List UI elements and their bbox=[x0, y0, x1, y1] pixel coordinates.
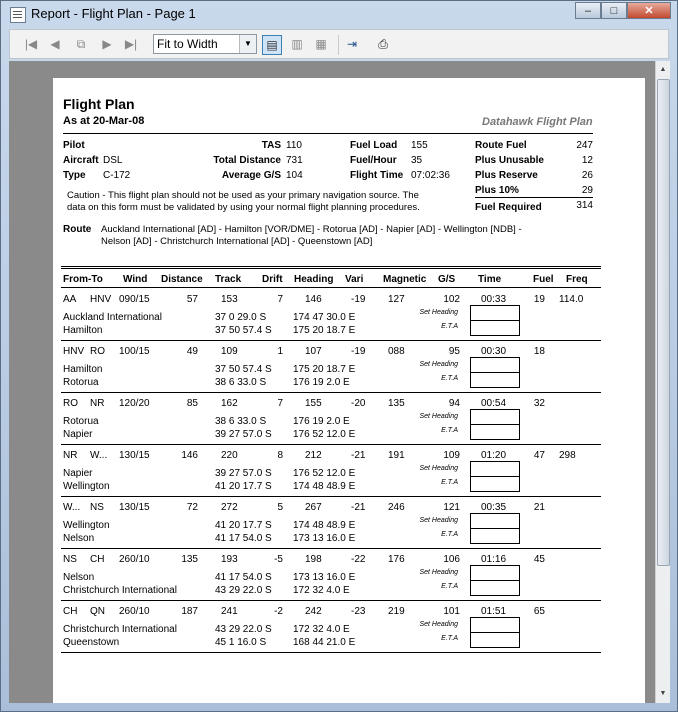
leg-gs: 94 bbox=[448, 398, 460, 409]
page-title: Flight Plan bbox=[63, 96, 135, 112]
minimize-button[interactable]: – bbox=[575, 2, 601, 19]
leg-fuel: 32 bbox=[533, 398, 545, 409]
leg-to-name: Rotorua bbox=[63, 377, 99, 388]
leg-lon1: 172 32 4.0 E bbox=[293, 624, 350, 635]
leg-to: NR bbox=[90, 398, 105, 409]
leg-lat2: 41 17 54.0 S bbox=[215, 533, 272, 544]
leg-from-name: Wellington bbox=[63, 520, 110, 531]
leg-to: HNV bbox=[90, 294, 112, 305]
leg-fuel: 65 bbox=[533, 606, 545, 617]
leg-lon2: 173 13 16.0 E bbox=[293, 533, 356, 544]
leg-lat1: 39 27 57.0 S bbox=[215, 468, 272, 479]
leg-fuel: 45 bbox=[533, 554, 545, 565]
page-preview-area[interactable] bbox=[9, 61, 655, 703]
plus-unusable-value: 12 bbox=[581, 155, 593, 166]
eta-label: E.T.A bbox=[441, 427, 458, 434]
maximize-button[interactable]: □ bbox=[601, 2, 627, 19]
set-heading-box[interactable] bbox=[470, 617, 520, 633]
header-gs: G/S bbox=[438, 274, 456, 285]
plus-unusable-label: Plus Unusable bbox=[475, 155, 544, 166]
header-from-to: From-To bbox=[63, 274, 103, 285]
fuel-required-value: 314 bbox=[576, 200, 593, 211]
set-heading-box[interactable] bbox=[470, 565, 520, 581]
leg-lat1: 41 20 17.7 S bbox=[215, 520, 272, 531]
leg-track: 193 bbox=[221, 554, 238, 565]
set-heading-label: Set Heading bbox=[419, 413, 458, 420]
leg-from: NS bbox=[63, 554, 77, 565]
leg-lon2: 176 52 12.0 E bbox=[293, 429, 356, 440]
set-heading-box[interactable] bbox=[470, 305, 520, 321]
route-label: Route bbox=[63, 224, 92, 235]
leg-lon1: 174 48 48.9 E bbox=[293, 520, 356, 531]
leg-lat1: 37 50 57.4 S bbox=[215, 364, 272, 375]
report-app-icon bbox=[10, 7, 26, 23]
leg-lat1: 41 17 54.0 S bbox=[215, 572, 272, 583]
eta-label: E.T.A bbox=[441, 635, 458, 642]
plus-10-label: Plus 10% bbox=[475, 185, 519, 196]
row-divider bbox=[61, 444, 601, 445]
leg-lon1: 176 52 12.0 E bbox=[293, 468, 356, 479]
leg-wind: 130/15 bbox=[119, 502, 150, 513]
leg-lat2: 45 1 16.0 S bbox=[215, 637, 267, 648]
leg-heading: 107 bbox=[305, 346, 322, 357]
header-track: Track bbox=[215, 274, 242, 285]
leg-gs: 121 bbox=[443, 502, 460, 513]
leg-from-name: Hamilton bbox=[63, 364, 103, 375]
leg-lon1: 174 47 30.0 E bbox=[293, 312, 356, 323]
fuel-load-value: 155 bbox=[411, 140, 428, 151]
preview-toolbar bbox=[9, 29, 669, 59]
leg-lon1: 175 20 18.7 E bbox=[293, 364, 356, 375]
leg-gs: 95 bbox=[448, 346, 460, 357]
two-page-icon[interactable]: ▥ bbox=[291, 37, 303, 51]
leg-from-name: Auckland International bbox=[63, 312, 162, 323]
leg-gs: 106 bbox=[443, 554, 460, 565]
leg-drift: 7 bbox=[277, 398, 283, 409]
leg-lat2: 41 20 17.7 S bbox=[215, 481, 272, 492]
leg-to-name: Christchurch International bbox=[63, 585, 177, 596]
leg-track: 241 bbox=[221, 606, 238, 617]
set-heading-box[interactable] bbox=[470, 461, 520, 477]
report-date: As at 20-Mar-08 bbox=[63, 115, 145, 127]
leg-dist: 57 bbox=[186, 294, 198, 305]
leg-heading: 212 bbox=[305, 450, 322, 461]
leg-vari: -21 bbox=[351, 450, 366, 461]
leg-vari: -20 bbox=[351, 398, 366, 409]
header-vari: Vari bbox=[345, 274, 364, 285]
leg-time: 00:35 bbox=[481, 502, 507, 513]
leg-lat1: 37 0 29.0 S bbox=[215, 312, 267, 323]
route-line-2: Nelson [AD] - Christchurch International [AD] - Queenstown [AD] bbox=[101, 236, 373, 247]
pilot-label: Pilot bbox=[63, 140, 85, 151]
plus-reserve-value: 26 bbox=[581, 170, 593, 181]
scroll-down-icon[interactable]: ▼ bbox=[659, 690, 667, 697]
leg-freq: 298 bbox=[559, 450, 576, 461]
row-divider bbox=[61, 392, 601, 393]
leg-mag: 219 bbox=[388, 606, 405, 617]
row-divider bbox=[61, 600, 601, 601]
eta-label: E.T.A bbox=[441, 375, 458, 382]
four-page-icon[interactable]: ▦ bbox=[315, 37, 327, 51]
leg-track: 162 bbox=[221, 398, 238, 409]
row-divider bbox=[61, 496, 601, 497]
leg-dist: 85 bbox=[186, 398, 198, 409]
leg-dist: 146 bbox=[181, 450, 198, 461]
leg-to: QN bbox=[90, 606, 105, 617]
leg-heading: 198 bbox=[305, 554, 322, 565]
eta-box[interactable] bbox=[470, 632, 520, 648]
leg-lat2: 39 27 57.0 S bbox=[215, 429, 272, 440]
leg-vari: -22 bbox=[351, 554, 366, 565]
leg-drift: 5 bbox=[277, 502, 283, 513]
leg-to-name: Wellington bbox=[63, 481, 110, 492]
flight-time-value: 07:02:36 bbox=[411, 170, 450, 181]
eta-box[interactable] bbox=[470, 476, 520, 492]
set-heading-label: Set Heading bbox=[419, 361, 458, 368]
leg-to-name: Napier bbox=[63, 429, 93, 440]
leg-lon2: 176 19 2.0 E bbox=[293, 377, 350, 388]
avg-gs-value: 104 bbox=[286, 170, 303, 181]
header-distance: Distance bbox=[161, 274, 203, 285]
header-heading: Heading bbox=[294, 274, 334, 285]
leg-vari: -19 bbox=[351, 346, 366, 357]
leg-mag: 246 bbox=[388, 502, 405, 513]
leg-drift: 8 bbox=[277, 450, 283, 461]
set-heading-label: Set Heading bbox=[419, 309, 458, 316]
leg-wind: 260/10 bbox=[119, 554, 150, 565]
aircraft-value: DSL bbox=[103, 155, 123, 166]
leg-mag: 176 bbox=[388, 554, 405, 565]
set-heading-box[interactable] bbox=[470, 409, 520, 425]
route-fuel-value: 247 bbox=[576, 140, 593, 151]
plus-10-value: 29 bbox=[581, 185, 593, 196]
leg-time: 00:54 bbox=[481, 398, 507, 409]
row-divider bbox=[61, 548, 601, 549]
leg-heading: 155 bbox=[305, 398, 322, 409]
brand-label: Datahawk Flight Plan bbox=[482, 116, 593, 128]
leg-mag: 191 bbox=[388, 450, 405, 461]
leg-dist: 135 bbox=[181, 554, 198, 565]
leg-to: W... bbox=[90, 450, 108, 461]
leg-from-name: Napier bbox=[63, 468, 93, 479]
leg-track: 272 bbox=[221, 502, 238, 513]
leg-fuel: 47 bbox=[533, 450, 545, 461]
eta-box[interactable] bbox=[470, 580, 520, 596]
leg-lat1: 43 29 22.0 S bbox=[215, 624, 272, 635]
scroll-thumb[interactable] bbox=[657, 79, 670, 566]
leg-drift: 1 bbox=[277, 346, 283, 357]
leg-wind: 260/10 bbox=[119, 606, 150, 617]
copy-icon[interactable]: ⧉ bbox=[76, 36, 86, 51]
leg-dist: 187 bbox=[181, 606, 198, 617]
leg-lat2: 43 29 22.0 S bbox=[215, 585, 272, 596]
plus-reserve-label: Plus Reserve bbox=[475, 170, 538, 181]
close-button[interactable]: ✕ bbox=[627, 2, 671, 19]
next-page-icon[interactable]: ▶ bbox=[102, 37, 112, 51]
header-magnetic: Magnetic bbox=[383, 274, 427, 285]
zoom-value: Fit to Width bbox=[157, 37, 218, 51]
leg-lon2: 175 20 18.7 E bbox=[293, 325, 356, 336]
zoom-select[interactable] bbox=[153, 34, 257, 54]
leg-dist: 49 bbox=[186, 346, 198, 357]
single-page-icon[interactable]: ▤ bbox=[262, 35, 282, 55]
fuel-hour-value: 35 bbox=[411, 155, 423, 166]
leg-track: 109 bbox=[221, 346, 238, 357]
leg-wind: 090/15 bbox=[119, 294, 150, 305]
leg-fuel: 18 bbox=[533, 346, 545, 357]
set-heading-box[interactable] bbox=[470, 357, 520, 373]
eta-label: E.T.A bbox=[441, 479, 458, 486]
leg-mag: 088 bbox=[388, 346, 405, 357]
caution-line-2: data on this form must be validated by using your normal flight planning procedures. bbox=[67, 202, 420, 213]
tas-label: TAS bbox=[261, 140, 281, 151]
leg-dist: 72 bbox=[186, 502, 198, 513]
leg-from: NR bbox=[63, 450, 78, 461]
header-fuel: Fuel bbox=[533, 274, 554, 285]
eta-box[interactable] bbox=[470, 372, 520, 388]
prev-page-icon[interactable]: ◀ bbox=[50, 37, 60, 51]
leg-time: 01:20 bbox=[481, 450, 507, 461]
leg-from: CH bbox=[63, 606, 78, 617]
leg-drift: -2 bbox=[274, 606, 283, 617]
leg-vari: -19 bbox=[351, 294, 366, 305]
leg-heading: 242 bbox=[305, 606, 322, 617]
leg-lon1: 173 13 16.0 E bbox=[293, 572, 356, 583]
leg-gs: 102 bbox=[443, 294, 460, 305]
leg-to: CH bbox=[90, 554, 105, 565]
report-page bbox=[53, 78, 645, 703]
tas-value: 110 bbox=[286, 140, 302, 151]
leg-mag: 127 bbox=[388, 294, 405, 305]
total-distance-value: 731 bbox=[286, 155, 303, 166]
leg-track: 220 bbox=[221, 450, 238, 461]
fuel-required-label: Fuel Required bbox=[475, 202, 542, 213]
leg-drift: 7 bbox=[277, 294, 283, 305]
set-heading-label: Set Heading bbox=[419, 569, 458, 576]
leg-track: 153 bbox=[221, 294, 238, 305]
eta-label: E.T.A bbox=[441, 531, 458, 538]
leg-drift: -5 bbox=[274, 554, 283, 565]
leg-wind: 100/15 bbox=[119, 346, 150, 357]
leg-fuel: 19 bbox=[533, 294, 545, 305]
leg-to-name: Queenstown bbox=[63, 637, 120, 648]
leg-fuel: 21 bbox=[533, 502, 545, 513]
last-page-icon[interactable]: ▶| bbox=[124, 37, 138, 51]
leg-from-name: Christchurch International bbox=[63, 624, 177, 635]
header-drift: Drift bbox=[262, 274, 283, 285]
leg-wind: 120/20 bbox=[119, 398, 150, 409]
leg-from: HNV bbox=[63, 346, 85, 357]
total-distance-label: Total Distance bbox=[213, 155, 281, 166]
window-title: Report - Flight Plan - Page 1 bbox=[31, 6, 196, 21]
set-heading-label: Set Heading bbox=[419, 621, 458, 628]
leg-from: W... bbox=[63, 502, 81, 513]
vertical-scrollbar[interactable] bbox=[655, 61, 670, 703]
aircraft-label: Aircraft bbox=[63, 155, 99, 166]
exit-icon[interactable]: ⇥ bbox=[346, 37, 358, 51]
flight-time-label: Flight Time bbox=[350, 170, 404, 181]
leg-time: 01:51 bbox=[481, 606, 507, 617]
leg-time: 00:33 bbox=[481, 294, 507, 305]
eta-box[interactable] bbox=[470, 320, 520, 336]
fuel-hour-label: Fuel/Hour bbox=[350, 155, 397, 166]
leg-to: RO bbox=[90, 346, 105, 357]
row-divider bbox=[61, 340, 601, 341]
leg-vari: -23 bbox=[351, 606, 366, 617]
leg-lat1: 38 6 33.0 S bbox=[215, 416, 267, 427]
leg-lat2: 37 50 57.4 S bbox=[215, 325, 272, 336]
leg-to: NS bbox=[90, 502, 104, 513]
first-page-icon[interactable]: |◀ bbox=[24, 37, 38, 51]
route-fuel-label: Route Fuel bbox=[475, 140, 527, 151]
eta-label: E.T.A bbox=[441, 583, 458, 590]
leg-time: 00:30 bbox=[481, 346, 507, 357]
header-time: Time bbox=[478, 274, 502, 285]
route-line-1: Auckland International [AD] - Hamilton [VOR/DME] - Rotorua [AD] - Napier [AD] - Wellington [NDB] - bbox=[101, 224, 522, 235]
set-heading-label: Set Heading bbox=[419, 465, 458, 472]
leg-from-name: Nelson bbox=[63, 572, 95, 583]
set-heading-label: Set Heading bbox=[419, 517, 458, 524]
type-value: C-172 bbox=[103, 170, 131, 181]
leg-wind: 130/15 bbox=[119, 450, 150, 461]
leg-gs: 109 bbox=[443, 450, 460, 461]
leg-time: 01:16 bbox=[481, 554, 507, 565]
eta-box[interactable] bbox=[470, 424, 520, 440]
chevron-down-icon[interactable]: ▼ bbox=[239, 35, 256, 53]
header-wind: Wind bbox=[123, 274, 148, 285]
row-divider bbox=[61, 652, 601, 653]
eta-box[interactable] bbox=[470, 528, 520, 544]
leg-lat2: 38 6 33.0 S bbox=[215, 377, 267, 388]
header-freq: Freq bbox=[566, 274, 588, 285]
fuel-load-label: Fuel Load bbox=[350, 140, 398, 151]
avg-gs-label: Average G/S bbox=[221, 170, 281, 181]
leg-from: RO bbox=[63, 398, 78, 409]
leg-mag: 135 bbox=[388, 398, 405, 409]
leg-freq: 114.0 bbox=[559, 294, 584, 305]
leg-from-name: Rotorua bbox=[63, 416, 99, 427]
leg-to-name: Nelson bbox=[63, 533, 95, 544]
leg-lon2: 172 32 4.0 E bbox=[293, 585, 350, 596]
leg-gs: 101 bbox=[443, 606, 460, 617]
leg-from: AA bbox=[63, 294, 77, 305]
leg-heading: 146 bbox=[305, 294, 322, 305]
leg-lon1: 176 19 2.0 E bbox=[293, 416, 350, 427]
leg-lon2: 174 48 48.9 E bbox=[293, 481, 356, 492]
title-bar[interactable] bbox=[1, 1, 677, 27]
print-icon[interactable]: ⎙ bbox=[378, 36, 388, 51]
leg-lon2: 168 44 21.0 E bbox=[293, 637, 356, 648]
scroll-up-icon[interactable]: ▲ bbox=[659, 66, 667, 73]
leg-to-name: Hamilton bbox=[63, 325, 103, 336]
eta-label: E.T.A bbox=[441, 323, 458, 330]
caution-line-1: Caution - This flight plan should not be used as your primary navigation source. The bbox=[67, 190, 419, 201]
type-label: Type bbox=[63, 170, 86, 181]
set-heading-box[interactable] bbox=[470, 513, 520, 529]
leg-heading: 267 bbox=[305, 502, 322, 513]
leg-vari: -21 bbox=[351, 502, 366, 513]
